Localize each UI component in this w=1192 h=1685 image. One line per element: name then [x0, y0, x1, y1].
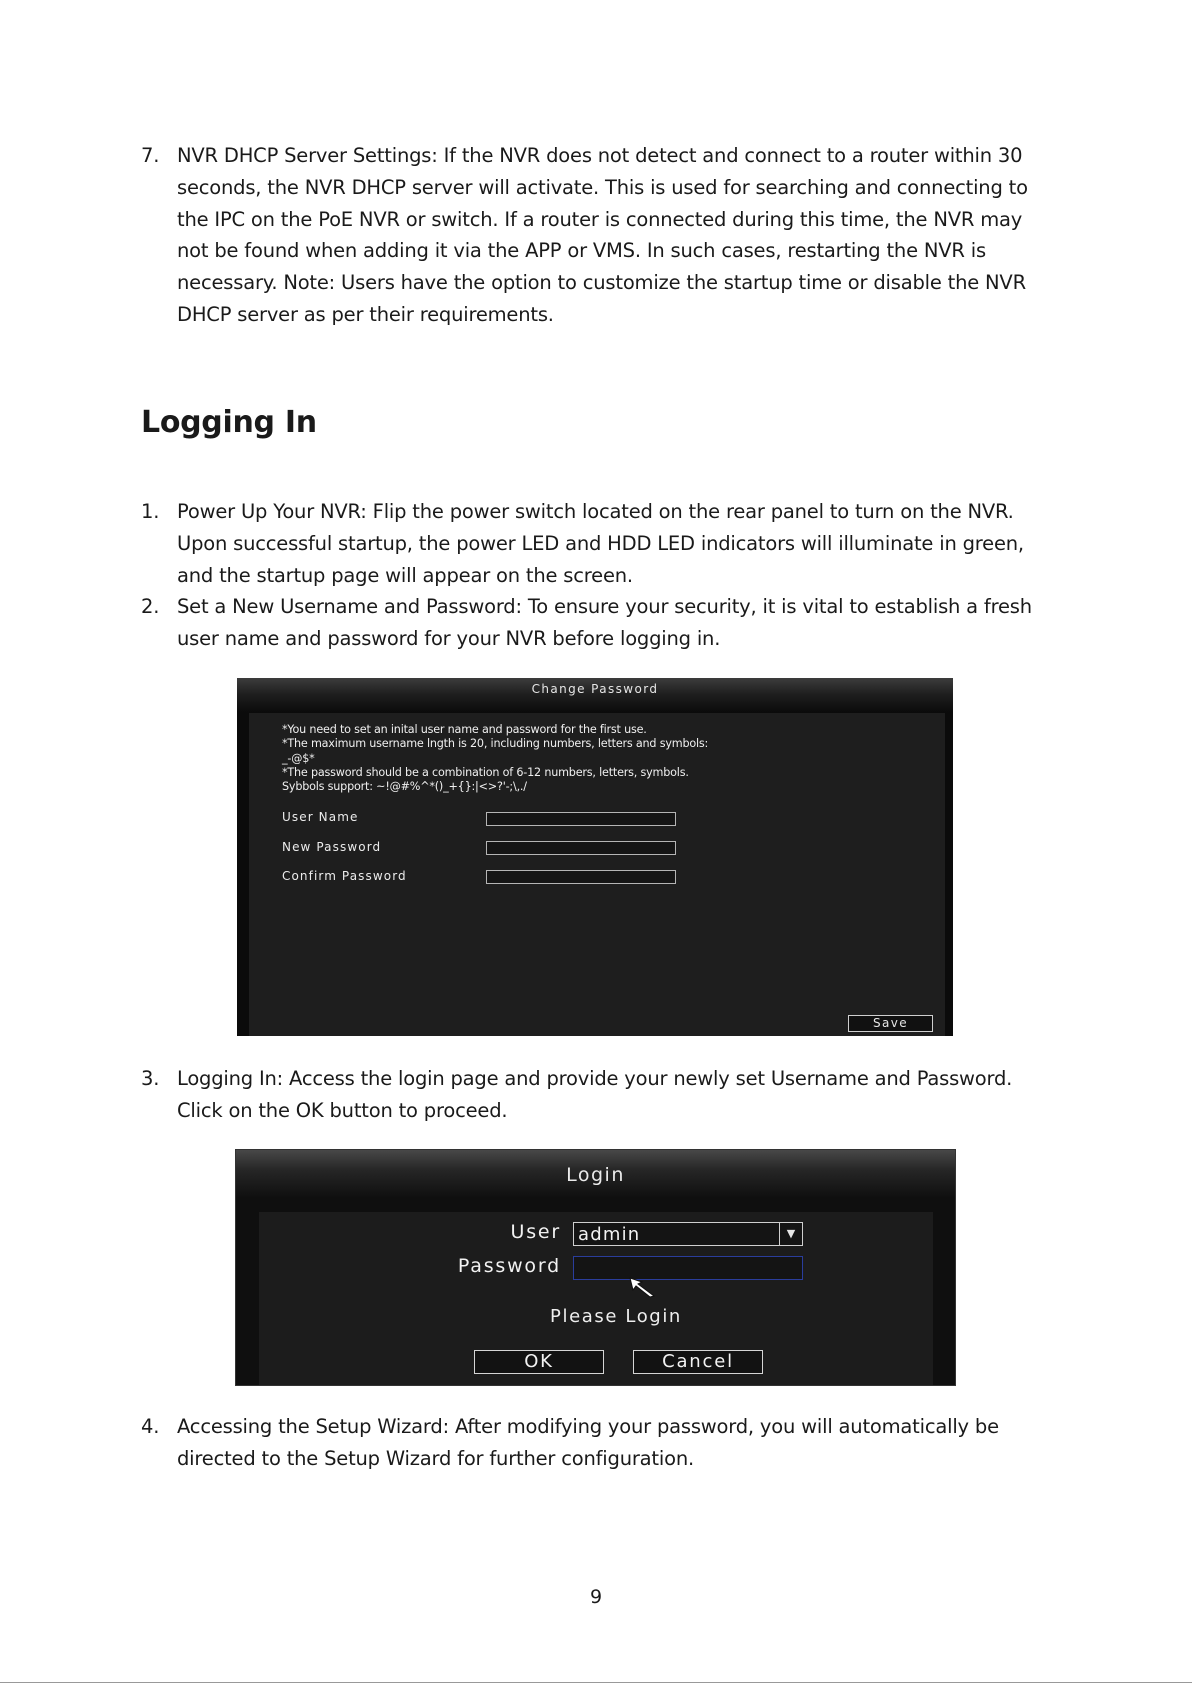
list-number: 2.: [141, 595, 160, 618]
save-button[interactable]: Save: [848, 1015, 933, 1032]
paragraph-line: seconds, the NVR DHCP server will activate. This is used for searching and connecting to: [177, 175, 1028, 199]
user-label: User: [510, 1221, 561, 1243]
login-title: Login: [566, 1164, 625, 1186]
paragraph-line: Accessing the Setup Wizard: After modifying your password, you will automatically be: [177, 1415, 999, 1438]
list-number: 4.: [141, 1415, 160, 1438]
paragraph-line: Power Up Your NVR: Flip the power switch located on the rear panel to turn on the NVR.: [177, 500, 1014, 523]
confirm-password-input[interactable]: [486, 870, 676, 884]
paragraph-line: Click on the OK button to proceed.: [177, 1098, 508, 1122]
paragraph-line: necessary. Note: Users have the option to customize the startup time or disable the NVR: [177, 271, 1026, 295]
paragraph-line: Upon successful startup, the power LED and HDD LED indicators will illuminate in green,: [177, 531, 1024, 555]
note-line: _-@$*: [282, 751, 315, 765]
password-label: Password: [457, 1255, 561, 1277]
new-password-label: New Password: [282, 840, 382, 854]
ok-button[interactable]: OK: [474, 1350, 604, 1374]
list-item-3: [141, 1063, 1046, 1127]
change-password-title: Change Password: [531, 682, 659, 696]
section-heading: Logging In: [141, 405, 317, 440]
change-password-panel: [249, 713, 945, 1036]
login-message: Please Login: [550, 1306, 682, 1327]
mouse-cursor-icon: [628, 1276, 658, 1298]
user-name-label: User Name: [282, 810, 359, 824]
list-item-2: [141, 591, 1046, 655]
change-password-screenshot: [237, 678, 953, 1036]
note-line: Sybbols support: ~!@#%^*()_+{}:|<>?'-;\,./: [282, 780, 527, 794]
paragraph-line: directed to the Setup Wizard for further configuration.: [177, 1446, 694, 1470]
paragraph-line: the IPC on the PoE NVR or switch. If a router is connected during this time, the NVR may: [177, 207, 1023, 231]
bottom-divider: [0, 1682, 1192, 1683]
paragraph-line: Logging In: Access the login page and provide your newly set Username and Password.: [177, 1067, 1013, 1090]
list-number: 3.: [141, 1067, 160, 1090]
chevron-down-icon[interactable]: ▼: [779, 1223, 802, 1245]
login-panel: [259, 1212, 933, 1385]
new-password-input[interactable]: [486, 841, 676, 855]
cancel-button[interactable]: Cancel: [633, 1350, 763, 1374]
note-line: *The maximum username lngth is 20, including numbers, letters and symbols:: [282, 737, 709, 751]
paragraph-line: user name and password for your NVR before logging in.: [177, 626, 721, 650]
user-select-value: admin: [578, 1224, 641, 1245]
list-number: 7.: [141, 144, 160, 167]
note-line: *The password should be a combination of 6-12 numbers, letters, symbols.: [282, 765, 689, 779]
change-password-notes: [282, 723, 708, 794]
paragraph-line: and the startup page will appear on the screen.: [177, 563, 633, 587]
paragraph-line: DHCP server as per their requirements.: [177, 302, 554, 326]
list-number: 1.: [141, 500, 160, 523]
list-item-1: [141, 496, 1046, 591]
password-input[interactable]: [573, 1256, 803, 1280]
paragraph-line: Set a New Username and Password: To ensure your security, it is vital to establish a fresh: [177, 595, 1032, 618]
paragraph-line: NVR DHCP Server Settings: If the NVR does not detect and connect to a router within 30: [177, 144, 1023, 167]
page-number: 9: [589, 1586, 603, 1608]
paragraph-line: not be found when adding it via the APP or VMS. In such cases, restarting the NVR is: [177, 239, 986, 263]
note-line: *You need to set an inital user name and password for the first use.: [282, 723, 647, 736]
list-item-4: [141, 1411, 1046, 1475]
list-item-7: [141, 140, 1046, 331]
user-select[interactable]: [573, 1222, 803, 1246]
login-screenshot: [235, 1149, 956, 1386]
confirm-password-label: Confirm Password: [282, 869, 407, 883]
user-name-input[interactable]: [486, 812, 676, 826]
